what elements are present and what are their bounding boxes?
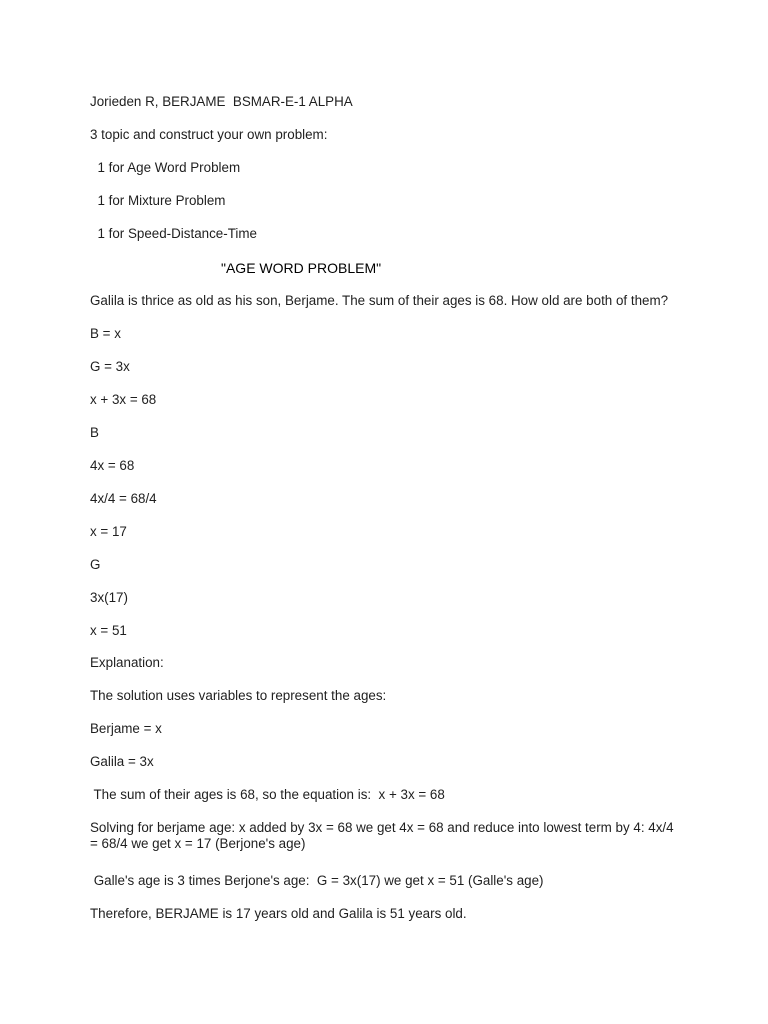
explanation-line: Galle's age is 3 times Berjone's age: G = 3x(17) we get x = 51 (Galle's age) [90, 873, 544, 888]
solution-line: x = 51 [90, 623, 127, 638]
task-line: 3 topic and construct your own problem: [90, 127, 328, 142]
task-item-speed: 1 for Speed-Distance-Time [90, 226, 257, 241]
explanation-line: Berjame = x [90, 721, 162, 736]
solution-line: B [90, 425, 99, 440]
conclusion-line: Therefore, BERJAME is 17 years old and Galila is 51 years old. [90, 906, 467, 921]
author-line: Jorieden R, BERJAME BSMAR-E-1 ALPHA [90, 94, 353, 109]
section-title: "AGE WORD PROBLEM" [221, 260, 382, 276]
solution-line: 3x(17) [90, 590, 128, 605]
solution-line: G = 3x [90, 359, 130, 374]
explanation-line: Galila = 3x [90, 754, 154, 769]
solution-line: x = 17 [90, 524, 127, 539]
solution-line: G [90, 557, 101, 572]
solution-line: B = x [90, 326, 121, 341]
explanation-line: The solution uses variables to represent the ages: [90, 688, 387, 703]
problem-statement: Galila is thrice as old as his son, Berjame. The sum of their ages is 68. How old are both of them? [90, 293, 669, 308]
solution-line: 4x/4 = 68/4 [90, 491, 157, 506]
explanation-paragraph: Solving for berjame age: x added by 3x = 68 we get 4x = 68 and reduce into lowest term by 4: 4x/4 = 68/4 we get x = 17 (Berjone's age) [90, 820, 674, 851]
task-item-age: 1 for Age Word Problem [90, 160, 241, 175]
explanation-line: The sum of their ages is 68, so the equation is: x + 3x = 68 [90, 787, 445, 802]
explanation-label: Explanation: [90, 655, 164, 670]
solution-line: 4x = 68 [90, 458, 135, 473]
solution-line: x + 3x = 68 [90, 392, 157, 407]
task-item-mixture: 1 for Mixture Problem [90, 193, 226, 208]
